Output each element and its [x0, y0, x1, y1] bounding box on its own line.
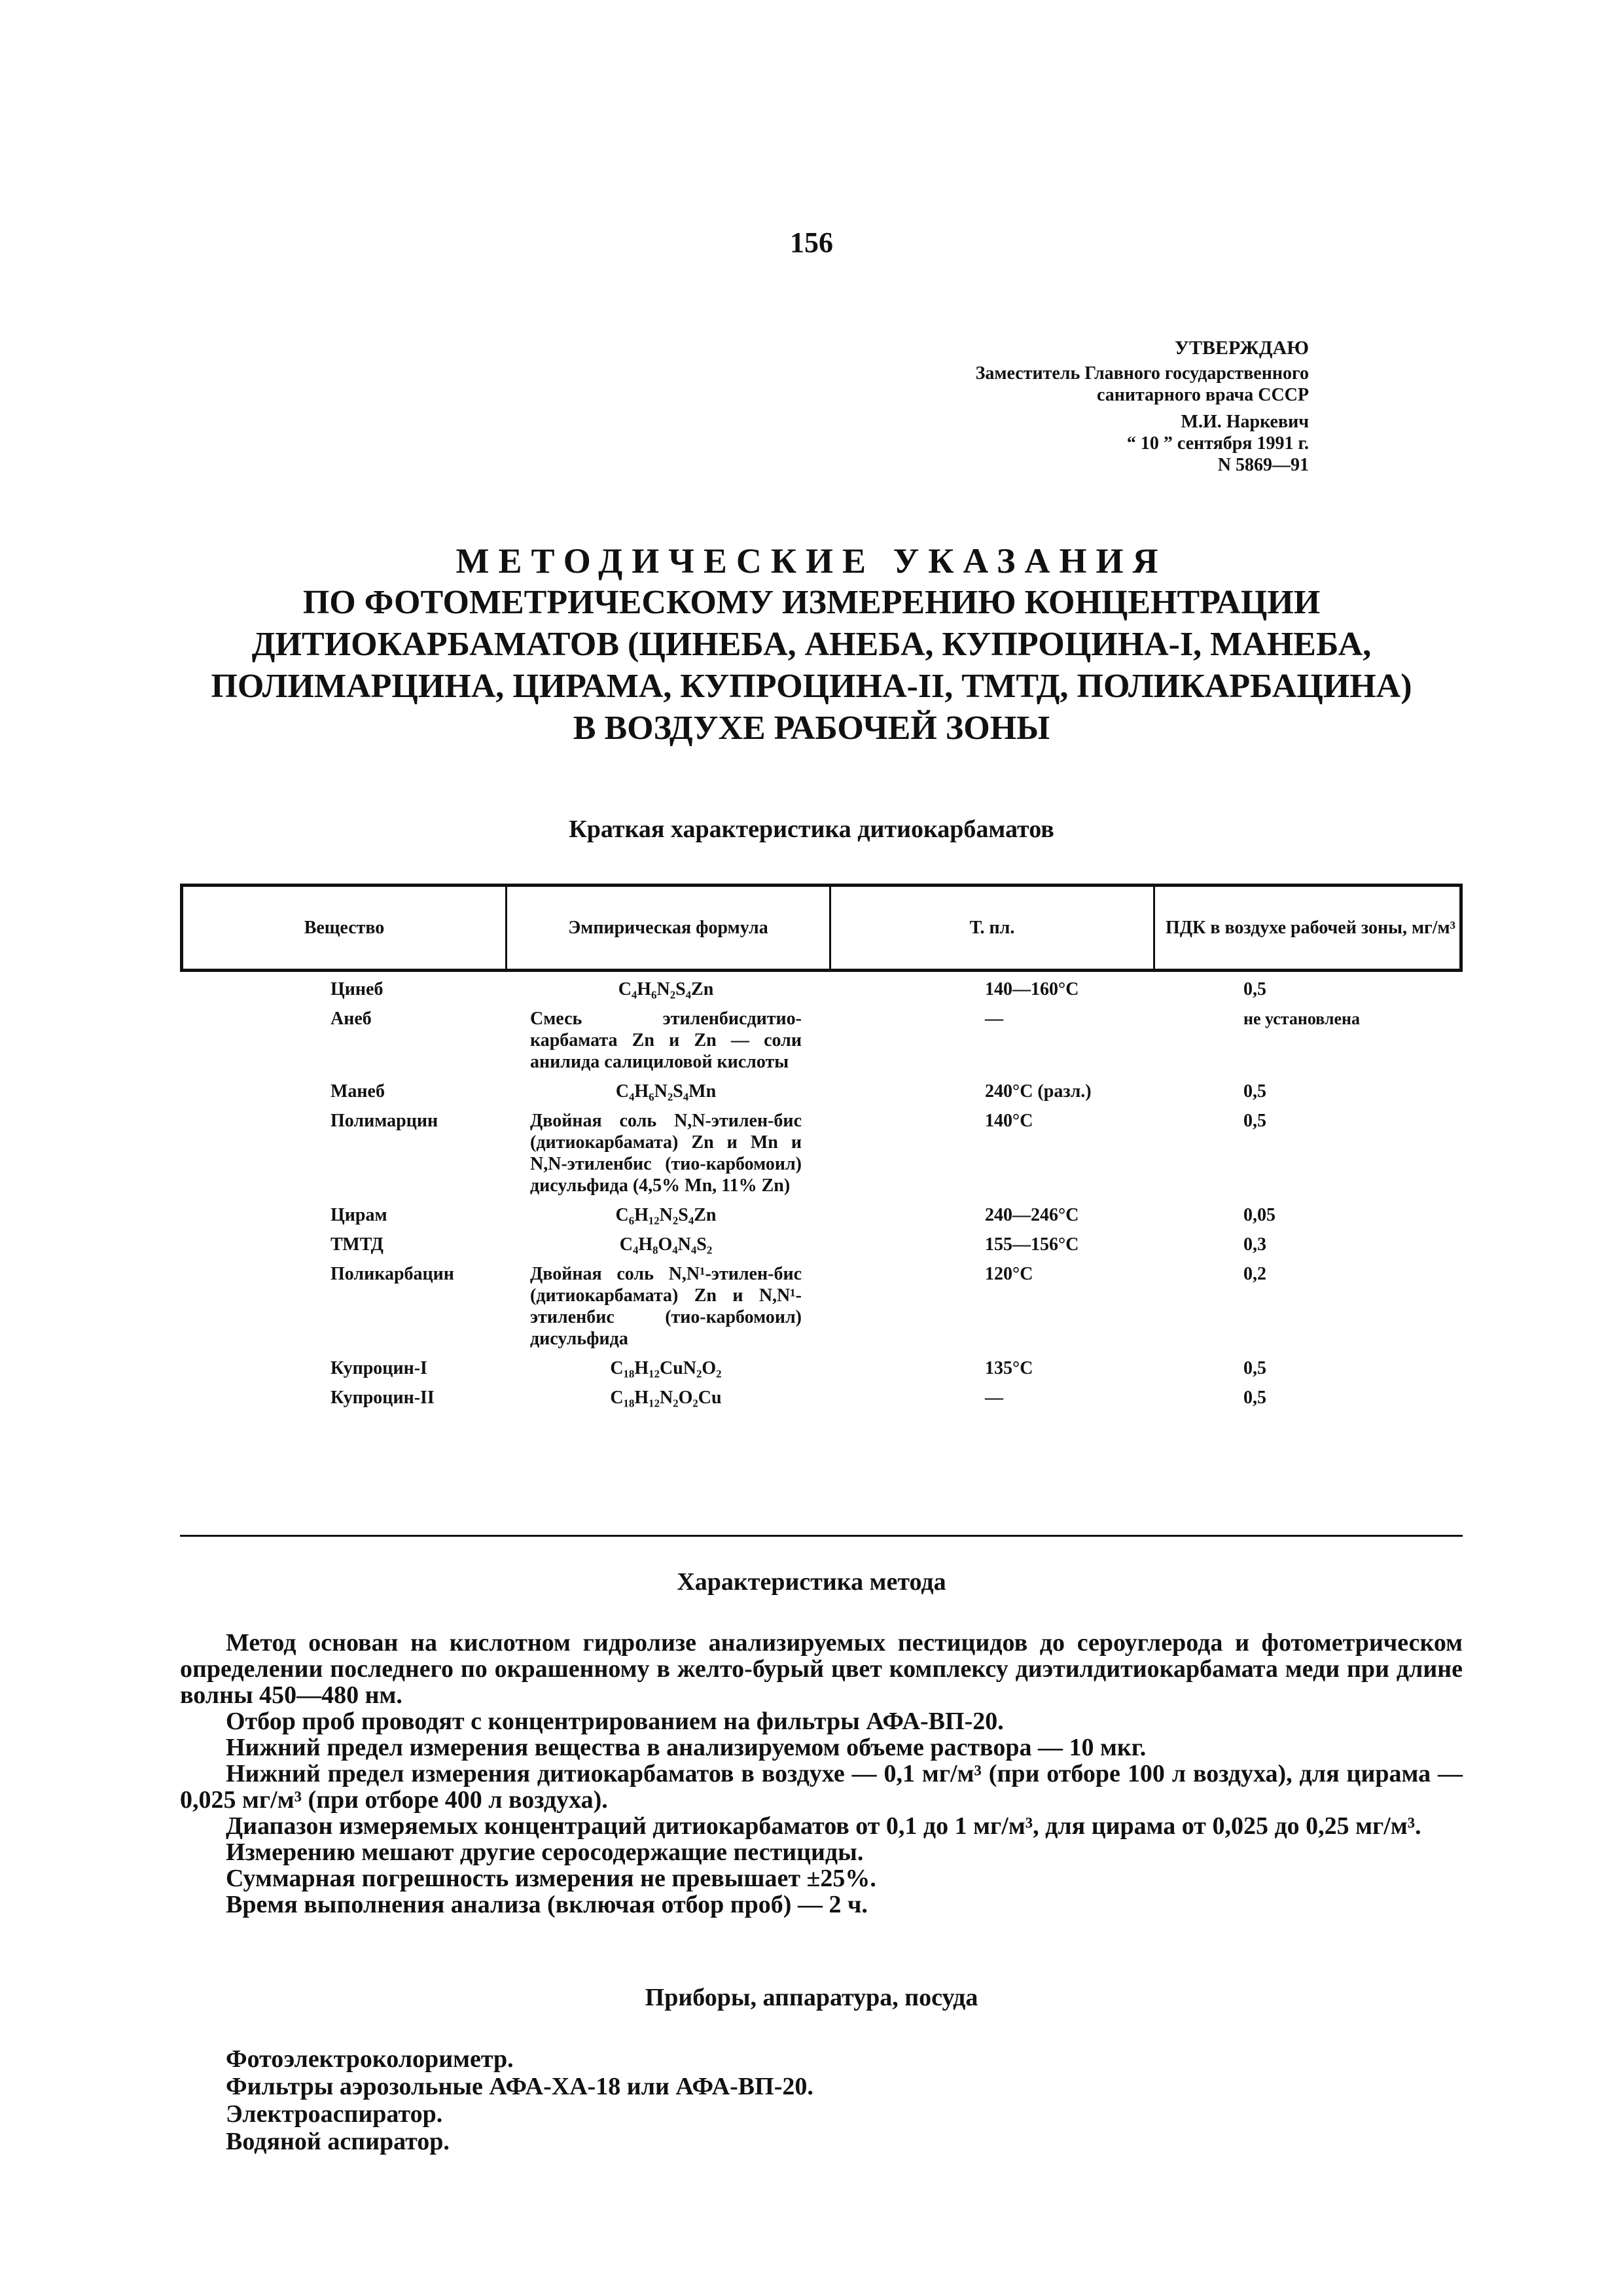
cell-melting: 140—160°C	[985, 979, 1079, 999]
cell-melting: —	[985, 1009, 1003, 1029]
cell-substance: ТМТД	[330, 1234, 383, 1255]
method-heading: Характеристика метода	[677, 1568, 946, 1596]
title-line-2: ПО ФОТОМЕТРИЧЕСКОМУ ИЗМЕРЕНИЮ КОНЦЕНТРАЦИИ	[302, 584, 1321, 621]
equipment-item: Водяной аспиратор.	[226, 2128, 450, 2155]
cell-substance: Анеб	[330, 1009, 372, 1029]
cell-pdk: 0,5	[1243, 1111, 1266, 1131]
equipment-list	[226, 2045, 1404, 2155]
cell-pdk: 0,5	[1243, 1388, 1266, 1408]
approval-head: УТВЕРЖДАЮ	[1174, 337, 1309, 359]
method-paragraph: Измерению мешают другие серосодержащие пестициды.	[226, 1839, 864, 1866]
cell-formula: C₁₈H₁₂CuN₂O₂	[610, 1358, 722, 1378]
cell-substance: Полимарцин	[330, 1111, 438, 1131]
approval-block	[976, 337, 1309, 476]
method-paragraph: Отбор проб проводят с концентрированием на фильтры АФА-ВП-20.	[226, 1708, 1004, 1735]
table-row	[180, 1110, 1463, 1196]
cell-melting: 140°C	[985, 1111, 1033, 1131]
method-text	[180, 1630, 1463, 1918]
cell-melting: 120°C	[985, 1264, 1033, 1284]
table-row	[180, 1263, 1463, 1350]
cell-substance: Цинеб	[330, 979, 383, 999]
table-row	[180, 1387, 1463, 1408]
col-formula-header: Эмпирическая формула	[507, 887, 831, 969]
equipment-item: Электроаспиратор.	[226, 2100, 443, 2128]
cell-formula: C₁₈H₁₂N₂O₂Cu	[610, 1388, 722, 1408]
table-heading: Краткая характеристика дитиокарбаматов	[569, 816, 1054, 843]
page-number: 156	[790, 226, 833, 259]
cell-substance: Манеб	[330, 1081, 385, 1102]
cell-formula: C₆H₁₂N₂S₄Zn	[615, 1205, 717, 1225]
cell-melting: 155—156°C	[985, 1234, 1079, 1255]
title-line-4: ПОЛИМАРЦИНА, ЦИРАМА, КУПРОЦИНА-II, ТМТД, ПОЛИКАРБАЦИНА)	[211, 668, 1412, 705]
table-header	[180, 884, 1463, 972]
col-pdk-header: ПДК в воздухе рабочей зоны, мг/м³	[1166, 917, 1455, 938]
table-bottom-rule	[180, 1535, 1463, 1537]
approval-position-2: санитарного врача СССР	[1097, 385, 1309, 405]
cell-pdk: 0,3	[1243, 1234, 1266, 1255]
cell-pdk: 0,5	[1243, 979, 1266, 999]
equipment-heading: Приборы, аппаратура, посуда	[645, 1984, 978, 2011]
cell-melting: 135°C	[985, 1358, 1033, 1378]
cell-pdk: 0,5	[1243, 1081, 1266, 1102]
table-row	[180, 1081, 1463, 1102]
approval-date: “ 10 ” сентября 1991 г.	[1126, 433, 1309, 454]
method-paragraph: Время выполнения анализа (включая отбор проб) — 2 ч.	[226, 1891, 868, 1918]
cell-pdk: 0,05	[1243, 1205, 1275, 1225]
cell-substance: Цирам	[330, 1205, 387, 1225]
table-row	[180, 1234, 1463, 1255]
table-row	[180, 1008, 1463, 1073]
method-paragraph: Метод основан на кислотном гидролизе анализируемых пестицидов до сероуглерода и фотометрическом определении последнего по окрашенному в желто-бурый цвет комплексу диэтилдитиокарбамата меди при длине волны 450—480 нм.	[180, 1629, 1463, 1709]
method-paragraph: Суммарная погрешность измерения не превышает ±25%.	[226, 1865, 876, 1892]
cell-substance: Купроцин-I	[330, 1358, 427, 1378]
method-paragraph: Нижний предел измерения вещества в анализируемом объеме раствора — 10 мкг.	[226, 1734, 1147, 1761]
col-melting-header: Т. пл.	[831, 887, 1155, 969]
method-paragraph: Диапазон измеряемых концентраций дитиокарбаматов от 0,1 до 1 мг/м³, для цирама от 0,025 до 0,25 мг/м³.	[226, 1812, 1421, 1840]
document-title	[131, 540, 1492, 749]
characteristics-table	[180, 884, 1463, 1416]
approval-number: N 5869—91	[1217, 455, 1309, 475]
cell-melting: 240—246°C	[985, 1205, 1079, 1225]
title-line-1: МЕТОДИЧЕСКИЕ УКАЗАНИЯ	[455, 541, 1168, 581]
cell-formula: C₄H₆N₂S₄Mn	[615, 1081, 717, 1102]
cell-formula: Двойная соль N,N-этилен-бис (дитиокарбамата) Zn и Mn и N,N-этиленбис (тио-карбомоил) дисульфида (4,5% Mn, 11% Zn)	[530, 1111, 802, 1196]
cell-melting: 240°C (разл.)	[985, 1081, 1092, 1102]
cell-substance: Поликарбацин	[330, 1264, 454, 1284]
table-row	[180, 978, 1463, 1000]
cell-substance: Купроцин-II	[330, 1388, 435, 1408]
cell-formula: Двойная соль N,N¹-этилен-бис (дитиокарбамата) Zn и N,N¹-этиленбис (тио-карбомоил) дисульфида	[530, 1264, 802, 1349]
approval-signer: М.И. Наркевич	[1181, 412, 1309, 432]
table-row	[180, 1204, 1463, 1226]
table-row	[180, 1357, 1463, 1379]
cell-pdk: 0,2	[1243, 1264, 1266, 1284]
cell-pdk: не установлена	[1243, 1009, 1360, 1028]
title-line-5: В ВОЗДУХЕ РАБОЧЕЙ ЗОНЫ	[573, 709, 1050, 747]
equipment-item: Фильтры аэрозольные АФА-ХА-18 или АФА-ВП-20.	[226, 2073, 813, 2100]
equipment-item: Фотоэлектроколориметр.	[226, 2045, 514, 2073]
cell-formula: C₄H₈O₄N₄S₂	[619, 1234, 713, 1255]
method-paragraph: Нижний предел измерения дитиокарбаматов в воздухе — 0,1 мг/м³ (при отборе 100 л воздуха), для цирама — 0,025 мг/м³ (при отборе 400 л воздуха).	[180, 1760, 1463, 1814]
col-substance-header: Вещество	[183, 887, 507, 969]
cell-formula: C₄H₆N₂S₄Zn	[618, 979, 714, 999]
title-line-3: ДИТИОКАРБАМАТОВ (ЦИНЕБА, АНЕБА, КУПРОЦИНА-I, МАНЕБА,	[251, 626, 1372, 663]
approval-position-1: Заместитель Главного государственного	[975, 363, 1309, 384]
cell-melting: —	[985, 1388, 1003, 1408]
table-body	[180, 978, 1463, 1408]
cell-formula: Смесь этиленбисдитио-карбамата Zn и Zn — соли анилида салициловой кислоты	[530, 1009, 802, 1072]
cell-pdk: 0,5	[1243, 1358, 1266, 1378]
